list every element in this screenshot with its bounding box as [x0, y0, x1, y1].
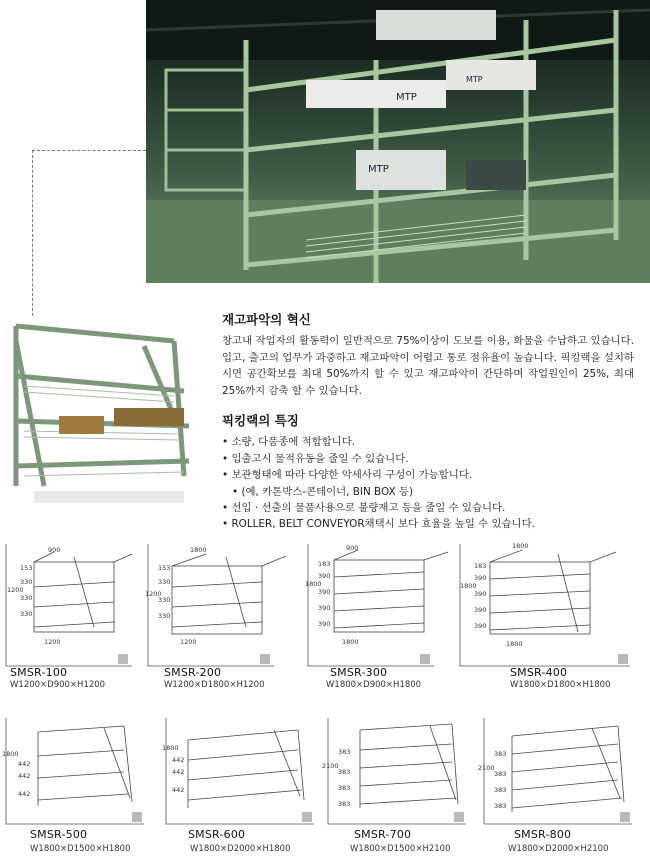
dim-label: 442 [172, 786, 185, 794]
model-spec: W1800×D1800×H1800 [510, 680, 611, 690]
model-spec: W1200×D1800×H1200 [164, 680, 265, 690]
dim-label: 1800 [190, 546, 207, 554]
model-name: SMSR-500 [30, 828, 88, 841]
dim-label: 1800 [506, 640, 523, 648]
model-smsr-300 [306, 542, 456, 687]
model-name: SMSR-100 [10, 666, 68, 679]
dim-label: 383 [338, 784, 351, 792]
box-label: MTP [368, 164, 389, 175]
dim-label: 2100 [322, 762, 339, 770]
model-name: SMSR-300 [330, 666, 388, 679]
warehouse-photo [146, 0, 650, 283]
model-spec: W1800×D900×H1800 [326, 680, 422, 690]
rack-illustration [4, 316, 200, 512]
dim-label: 1200 [44, 638, 61, 646]
dim-label: 1200 [7, 586, 24, 594]
dim-label: 383 [494, 802, 507, 810]
dim-label: 383 [494, 770, 507, 778]
dim-label: 183 [318, 560, 331, 568]
dim-label: 2100 [478, 764, 495, 772]
model-smsr-800 [478, 716, 642, 841]
dim-label: 383 [338, 748, 351, 756]
section-heading: 픽킹랙의 특징 [222, 413, 299, 429]
dim-label: 1800 [512, 542, 529, 550]
dim-label: 183 [474, 562, 487, 570]
feature-list [222, 434, 634, 532]
model-name: SMSR-400 [510, 666, 568, 679]
model-smsr-600 [164, 716, 324, 841]
model-smsr-100 [4, 542, 154, 687]
feature-item: • 소량, 다품종에 적합합니다. [222, 434, 634, 450]
model-name: SMSR-800 [514, 828, 572, 841]
model-name: SMSR-600 [188, 828, 246, 841]
dim-label: 442 [172, 756, 185, 764]
feature-item: • 입출고시 물적유동을 줄일 수 있습니다. [222, 451, 634, 467]
model-name: SMSR-700 [354, 828, 412, 841]
dim-label: 383 [494, 786, 507, 794]
dim-label: 1800 [2, 750, 19, 758]
box-label: MTP [396, 92, 417, 103]
dim-label: 330 [20, 610, 33, 618]
dim-label: 1800 [305, 580, 322, 588]
dim-label: 442 [172, 768, 185, 776]
dim-label: 330 [158, 578, 171, 586]
model-name: SMSR-200 [164, 666, 222, 679]
feature-item: • ROLLER, BELT CONVEYOR채택시 보다 효율을 높일 수 있습니다. [222, 516, 634, 532]
model-smsr-400 [458, 542, 638, 687]
dim-label: 1200 [145, 590, 162, 598]
dim-label: 390 [474, 622, 487, 630]
model-spec: W1800×D1500×H2100 [350, 844, 451, 854]
dim-label: 390 [318, 604, 331, 612]
rack-photo [4, 316, 200, 512]
model-smsr-700 [322, 716, 476, 841]
dim-label: 1800 [342, 638, 359, 646]
dim-label: 1200 [180, 638, 197, 646]
dim-label: 390 [474, 574, 487, 582]
warehouse-illustration [146, 0, 650, 283]
dim-label: 442 [18, 790, 31, 798]
description [222, 312, 634, 533]
dim-label: 900 [48, 546, 61, 554]
model-spec: W1800×D2000×H2100 [508, 844, 609, 854]
dim-label: 442 [18, 760, 31, 768]
section-heading: 재고파악의 혁신 [222, 312, 311, 327]
section-body: 창고내 작업자의 활동력이 일반적으로 75%이상이 도보를 이용, 화물을 수납하고 있습니다. 입고, 출고의 업무가 과중하고 재고파악이 어렵고 통로 점유율이 높습니다. 픽킹랙을 설치하시면 공간확보를 최대 50%까지 할 수 있고 재고파악이 간단하며 작업원인이 25%, 최대 25%까지 감축 할 수 있습니다. [222, 335, 634, 397]
model-spec: W1800×D2000×H1800 [190, 844, 291, 854]
feature-item: • (예, 카톤박스-콘테이너, BIN BOX 등) [222, 484, 634, 500]
dim-label: 153 [158, 564, 171, 572]
dim-label: 383 [338, 800, 351, 808]
model-smsr-200 [146, 542, 296, 687]
dim-label: 383 [494, 750, 507, 758]
dim-label: 390 [474, 590, 487, 598]
dim-label: 330 [158, 596, 171, 604]
dim-label: 330 [20, 594, 33, 602]
dim-label: 442 [18, 772, 31, 780]
dim-label: 330 [158, 612, 171, 620]
dim-label: 1800 [162, 744, 179, 752]
dim-label: 1800 [460, 582, 477, 590]
dim-label: 390 [318, 588, 331, 596]
model-smsr-500 [4, 716, 154, 841]
box-label: MTP [466, 75, 483, 84]
dim-label: 390 [318, 620, 331, 628]
feature-item: • 보관형태에 따라 다양한 악세사리 구성이 가능합니다. [222, 467, 634, 483]
model-spec: W1800×D1500×H1800 [30, 844, 131, 854]
dim-label: 390 [474, 606, 487, 614]
feature-item: • 선입 · 선출의 물품사용으로 불량재고 등을 줄일 수 있습니다. [222, 500, 634, 516]
dashed-connector [32, 150, 146, 151]
dim-label: 383 [338, 768, 351, 776]
dim-label: 153 [20, 564, 33, 572]
dim-label: 390 [318, 572, 331, 580]
dim-label: 330 [20, 578, 33, 586]
dashed-connector [32, 150, 33, 316]
dim-label: 900 [346, 544, 359, 552]
model-spec: W1200×D900×H1200 [10, 680, 106, 690]
